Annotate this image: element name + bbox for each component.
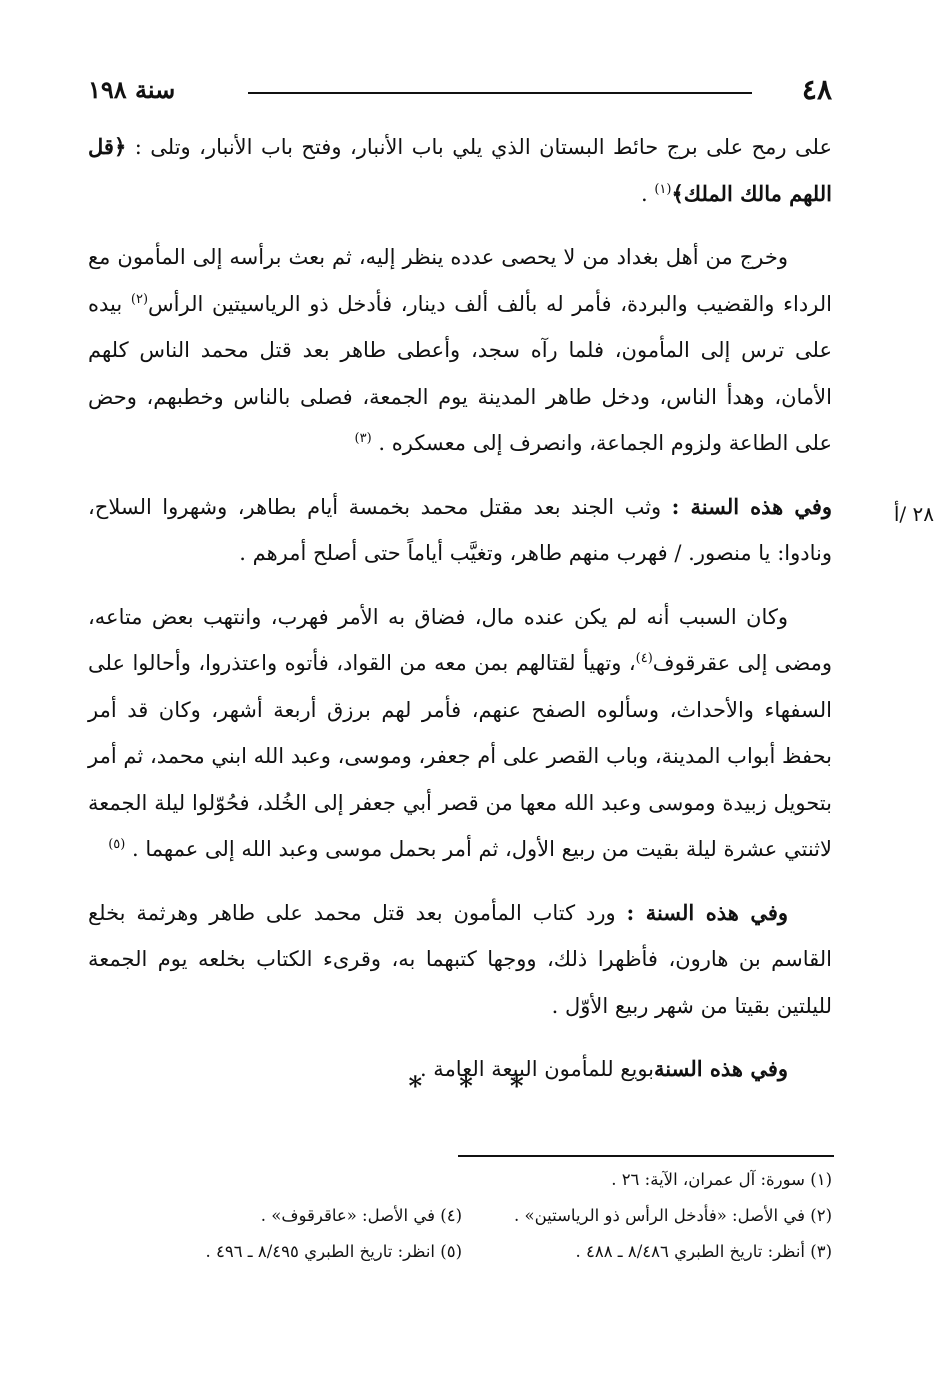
footnote-1: (١) سورة: آل عمران، الآية: ٢٦ .	[611, 1170, 832, 1189]
quran-quote: ﴿قل اللهم مالك الملك﴾	[88, 134, 832, 206]
paragraph-1: على رمح على برج حائط البستان الذي يلي باب الأنبار، وفتح باب الأنبار، وتلى : ﴿قل اللهم مالك الملك﴾$^{(١)}$ .	[88, 134, 832, 206]
footnote-ref-3: (٣)	[354, 431, 372, 446]
footnote-ref-1: (١)	[654, 181, 672, 197]
footnote-ref-2: (٢)	[130, 291, 149, 307]
footnote-4: (٤) في الأصل: «عاقرقوف» .	[260, 1206, 462, 1225]
page-number: ٤٨	[801, 73, 832, 106]
footnotes	[150, 1170, 832, 1280]
paragraph-5: وفي هذه السنة : ورد كتاب المأمون بعد قتل محمد على طاهر وهرثمة بخلع القاسم بن هارون، فأظهرا ذلك، ووجها كتبهما به، وقرىء الكتاب بخلعه يوم الجمعة لليلتين بقيتا من شهر ربيع الأوّل .	[88, 899, 832, 1018]
footnote-3: (٣) أنظر: تاريخ الطبري ٨/٤٨٦ ـ ٤٨٨ .	[575, 1242, 832, 1261]
footnote-2: (٢) في الأصل: «فأدخل الرأس ذو الرياستين» .	[514, 1206, 832, 1225]
paragraph-4: وكان السبب أنه لم يكن عنده مال، فضاق به الأمر فهرب، وانتهب بعض متاعه، ومضى إلى عقرقوف$^{(٤)}$، وتهيأ لقتالهم بمن معه من القواد، فأتوه واعتذروا، وأحالوا على السفهاء والأحداث، وسألوه الصفح عنهم، فأمر لهم برزق أربعة أشهر، وكان قد أمر بحفظ أبواب المدينة، وباب القصر على أم جعفر، وموسى، وعبد الله ابني محمد، ثم أمر بتحويل زبيدة وموسى وعبد الله معها من قصر أبي جعفر إلى الخُلد، فحُوّلوا ليلة الجمعة لاثنتي عشرة ليلة بقيت من ربيع الأول، ثم أمر بحمل موسى وعبد الله إلى عمهما . $^{(٥)}$	[88, 604, 832, 861]
page-header	[88, 70, 832, 110]
footnote-ref-4: (٤)	[635, 651, 653, 666]
paragraph-2: وخرج من أهل بغداد من لا يحصى عدده ينظر إليه، ثم بعث برأسه إلى المأمون مع الرداء والقضيب والبردة، فأمر له بألف ألف دينار، فأدخل ذو الرياسيتين الرأس$^{(٢)}$ بيده على ترس إلى المأمون، فلما رآه سجد، وأعطى طاهر بعد قتل محمد الناس كلهم الأمان، وهدأ الناس، ودخل طاهر المدينة يوم الجمعة، فصلى بالناس وخطبهم، وحض على الطاعة ولزوم الجماعة، وانصرف إلى معسكره . $^{(٣)}$	[88, 245, 832, 455]
footnote-5: (٥) انظر: تاريخ الطبري ٨/٤٩٥ ـ ٤٩٦ .	[205, 1242, 462, 1261]
section-lead: وفي هذه السنة :	[671, 493, 833, 519]
running-title-year: سنة ١٩٨	[88, 75, 176, 104]
section-separator: * * *	[408, 1072, 538, 1102]
main-text	[88, 124, 832, 1093]
section-lead: وفي هذه السنة	[654, 1056, 788, 1081]
header-rule	[248, 92, 752, 94]
paragraph-6: وفي هذه السنةبويع للمأمون البيعة العامة .	[419, 1056, 788, 1081]
footnote-rule	[458, 1155, 834, 1157]
section-lead: وفي هذه السنة :	[626, 899, 789, 925]
manuscript-folio-ref: ٢٨ /أ	[893, 502, 934, 526]
footnote-ref-5: (٥)	[108, 837, 126, 852]
paragraph-3: وفي هذه السنة : وثب الجند بعد مقتل محمد بخمسة أيام بطاهر، وشهروا السلاح، ونادوا: يا منصور. / فهرب منهم طاهر، وتغيَّب أياماً حتى أصلح أمرهم .	[88, 493, 833, 565]
